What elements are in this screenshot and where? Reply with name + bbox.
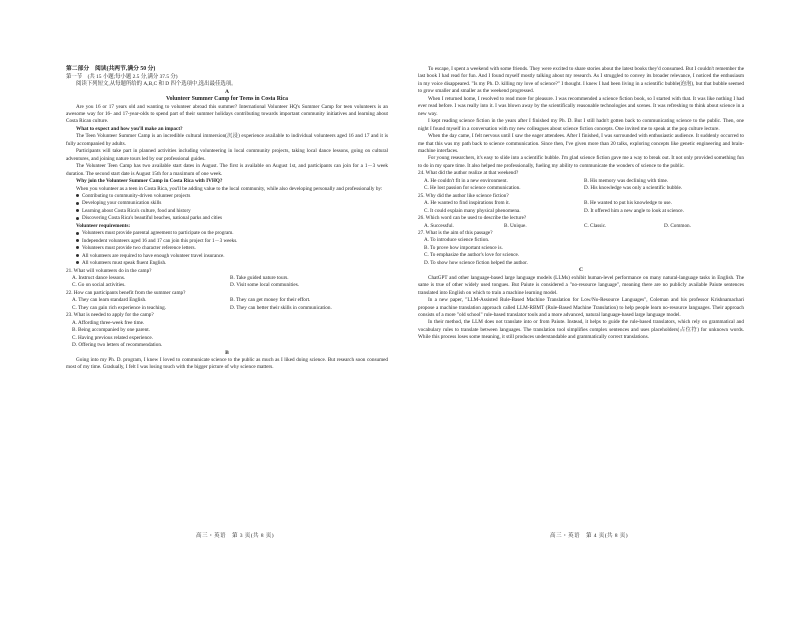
option: B. He wanted to put his knowledge to use. (584, 200, 672, 207)
bullet-item: All volunteers must speak fluent English. (66, 260, 388, 267)
passage-a-title: Volunteer Summer Camp for Teens in Costa Rica (165, 95, 288, 102)
passage-b-paragraph: Going into my Ph. D. program, I knew I loved to communicate science to the public as much as I liked doing science. But research soon consumed most of my time. Gradually, I felt I was losing touch with the bigger picture of why science matters. (66, 356, 388, 371)
bullet-dot-icon (76, 261, 79, 264)
passage-b-paragraph: When the day came, I felt nervous until I saw the eager attendees. After I finished, I was surrounded with enthusiastic audience. It suddenly occurred to me that this was my path back to science communication. Since then, I've given more than 20 talks, exploring concepts like genetic engineering and brain-machine interfaces. (418, 133, 744, 154)
bullet-dot-icon (76, 194, 79, 197)
bullet-item: Contributing to community-driven volunteer projects (66, 193, 388, 200)
option: D. Visit some local communities. (230, 282, 300, 289)
passage-c-paragraph: In a new paper, "LLM-Assisted Rule-Based Machine Translation for Low/No-Resource Languages", Coleman and his professor Krishnamachari propose a machine translation approach called LLM-RBMT (Rule-Based Machine Translation) to help people learn no-resource languages. Their approach consists of a more "old school" rule-based translator tools and a more advanced, natural language-based large language model. (418, 297, 744, 318)
option: A. He wanted to find inspirations from it. (424, 200, 511, 207)
option: A. Affording three-week free time. (72, 319, 145, 326)
question-options (66, 297, 388, 304)
option: A. They can learn standard English. (72, 297, 147, 304)
passage-b-paragraph: When I returned home, I resolved to read more for pleasure. I was recommended a science fiction book, so I started with that. It was like nothing I had ever read before. I was really into it. I was blown away by the scientifically reasonable technologies and scenes. It was refreshing to think about science in a new way. (418, 95, 744, 117)
question-23: 23. What is needed to apply for the camp? (66, 312, 154, 319)
bullet-dot-icon (76, 239, 79, 242)
passage-c-paragraph: ChatGPT and other language-based large language models (LLMs) exhibit human-level performance on many natural-language tasks in English. The same is true of other widely used tongues. But Paiute is considered a "no-resource language", meaning there are no publicly available Paiute sentences translated into English on which to train a machine learning model. (418, 274, 744, 296)
question-22: 22. How can participants benefit from the summer camp? (66, 289, 186, 296)
option: D. It offered him a new angle to look at science. (584, 207, 684, 214)
passage-b-paragraph: To escape, I spent a weekend with some friends. They were excited to share stories about the latest books they'd consumed. But I couldn't remember the last book I had read for fun. And I found myself mostly talking about my research. As I struggled to convey its broader relevance, I noticed the enthusiasm in my voice disappeared. "Is my Ph. D. killing my love of science?" I thought. I knew I had been living in a scientific bubble(泡泡), but that bubble seemed to grow smaller and smaller as the weekend progressed. (418, 66, 744, 95)
option: A. He couldn't fit in a new environment. (424, 177, 508, 184)
option: C. He lost passion for science communication. (424, 185, 521, 192)
bullet-dot-icon (76, 232, 79, 235)
option: C. Classic. (584, 222, 607, 229)
option: C. They can gain rich experience in teaching. (72, 304, 166, 311)
passage-a-letter: A (224, 88, 230, 95)
option: D. Common. (664, 222, 691, 229)
bullet-item: Discovering Costa Rica's beautiful beaches, national parks and cities (66, 215, 388, 222)
passage-a-paragraph: Participants will take part in planned activities including volunteering in local community projects, taking local dance lessons, going on cultural adventures, and joining nature tours led by our professional guides. (66, 148, 388, 162)
option: B. Unique. (504, 222, 527, 229)
question-options (418, 208, 744, 215)
passage-a-heading: What to expect and how you'll make an impact? (76, 125, 183, 132)
option: A. Instruct dance lessons. (72, 274, 126, 281)
option: A. To introduce science fiction. (424, 237, 490, 244)
passage-b-paragraph: For young researchers, it's easy to slide into a scientific bubble. I'm glad science fiction gave me a way to break out. It not only provided something fun to do in my spare time. It also helped me professionally, fueling my ability to communicate the wonders of science to the public. (418, 155, 744, 169)
passage-c-letter: C (578, 267, 584, 274)
question-25: 25. Why did the author like science fiction? (418, 192, 509, 199)
question-options (66, 275, 388, 282)
bullet-item: Volunteers must provide two character reference letters. (66, 245, 388, 252)
passage-a-paragraph: The Teen Volunteer Summer Camp is an incredible cultural immersion(沉浸) experience available to individual volunteers aged 16 and 17 and it is fully accompanied by adults. (66, 133, 388, 147)
question-26: 26. Which word can be used to describe the lecture? (418, 215, 527, 222)
option: B. His memory was declining with time. (584, 177, 669, 184)
section-title: 第一节 (共 15 小题;每小题 2.5 分,满分 37.5 分) (66, 73, 178, 80)
question-options (418, 185, 744, 192)
bullet-item: All volunteers are required to have enough volunteer travel insurance. (66, 253, 388, 260)
passage-a-paragraph: When you volunteer as a teen in Costa Rica, you'll be adding value to the local community, while also developing personally and professionally by: (76, 185, 383, 192)
option: C. It could explain many physical phenomena. (424, 207, 521, 214)
passage-c-paragraph: In their method, the LLM does not translate into or from Paiute. Instead, it helps to guide the rule-based translators, which rely on grammatical and vocabulary rules to translate between languages. The translation tool simplifies complex sentences and uses placeholders(占位符) for unknown words. While this process loses some meaning, it still produces understandable and grammatically correct translations. (418, 319, 744, 341)
bullet-item: Learning about Costa Rica's culture, food and history (66, 208, 388, 215)
passage-a-heading: Volunteer requirements: (76, 222, 131, 229)
option: D. Offering two letters of recommendation. (72, 342, 163, 349)
part-title: 第二部分 阅读(共两节,满分 50 分) (66, 66, 156, 72)
question-27: 27. What is the aim of this passage? (418, 229, 493, 236)
bullet-dot-icon (76, 254, 79, 257)
passage-a-paragraph: The Volunteer Teen Camp has two available start dates in August. The first is available on August 1st, and participants can join for a 1－3 week duration. The second start date is August 15th for a maximum of one week. (66, 163, 388, 177)
question-options (66, 282, 388, 289)
bullet-dot-icon (76, 246, 79, 249)
option: A. Successful. (424, 222, 454, 229)
bullet-item: Developing your communication skills (66, 200, 388, 207)
option: B. They can get money for their effort. (230, 297, 311, 304)
option: B. Being accompanied by one parent. (72, 327, 150, 334)
question-options (418, 200, 744, 207)
page-footer-right: 高三・英语 第 4 页(共 8 页) (550, 533, 629, 539)
option: B. Take guided nature tours. (230, 274, 289, 281)
option: C. Having previous related experience. (72, 334, 153, 341)
option: D. His knowledge was only a scientific bubble. (584, 185, 683, 192)
bullet-item: Independent volunteers aged 16 and 17 can join this project for 1－3 weeks. (66, 238, 388, 245)
option: C. Go on social activities. (72, 282, 126, 289)
passage-a-paragraph: Are you 16 or 17 years old and wanting to volunteer abroad this summer? International Volunteer HQ's Summer Camp for teen volunteers is an awesome way for 16- and 17-year-olds to spend part of their summer holidays contributing towards important community initiatives and learning about Costa Rican culture. (66, 103, 388, 125)
question-24: 24. What did the author realize at that weekend? (418, 170, 519, 177)
bullet-dot-icon (76, 202, 79, 205)
bullet-dot-icon (76, 209, 79, 212)
bullet-item: Volunteers must provide parental agreement to participate on the program. (66, 230, 388, 237)
page-footer-left: 高三・英语 第 3 页(共 8 页) (196, 533, 275, 539)
question-21: 21. What will volunteers do in the camp? (66, 267, 152, 274)
instruction: 阅读下列短文,从每题所给的 A,B,C 和 D 四个选项中,选出最佳选项。 (76, 81, 237, 88)
bullet-dot-icon (76, 217, 79, 220)
passage-b-letter: B (225, 349, 229, 356)
passage-a-heading: Why join the Volunteer Summer Camp in Costa Rica with IVHQ? (76, 178, 223, 185)
option: D. To show how science fiction helped the author. (424, 259, 528, 266)
option: B. To prove how important science is. (424, 244, 503, 251)
passage-b-paragraph: I kept reading science fiction in the years after I finished my Ph. D. But I still hadn't gotten back to communicating science to the public. Then, one night I found myself in a conversation with my new colleagues about science fiction concepts. One invited me to speak at the pop culture lecture. (418, 118, 744, 132)
question-options (418, 223, 744, 230)
option: C. To emphasize the author's love for science. (424, 252, 520, 259)
option: D. They can better their skills in communication. (230, 304, 332, 311)
